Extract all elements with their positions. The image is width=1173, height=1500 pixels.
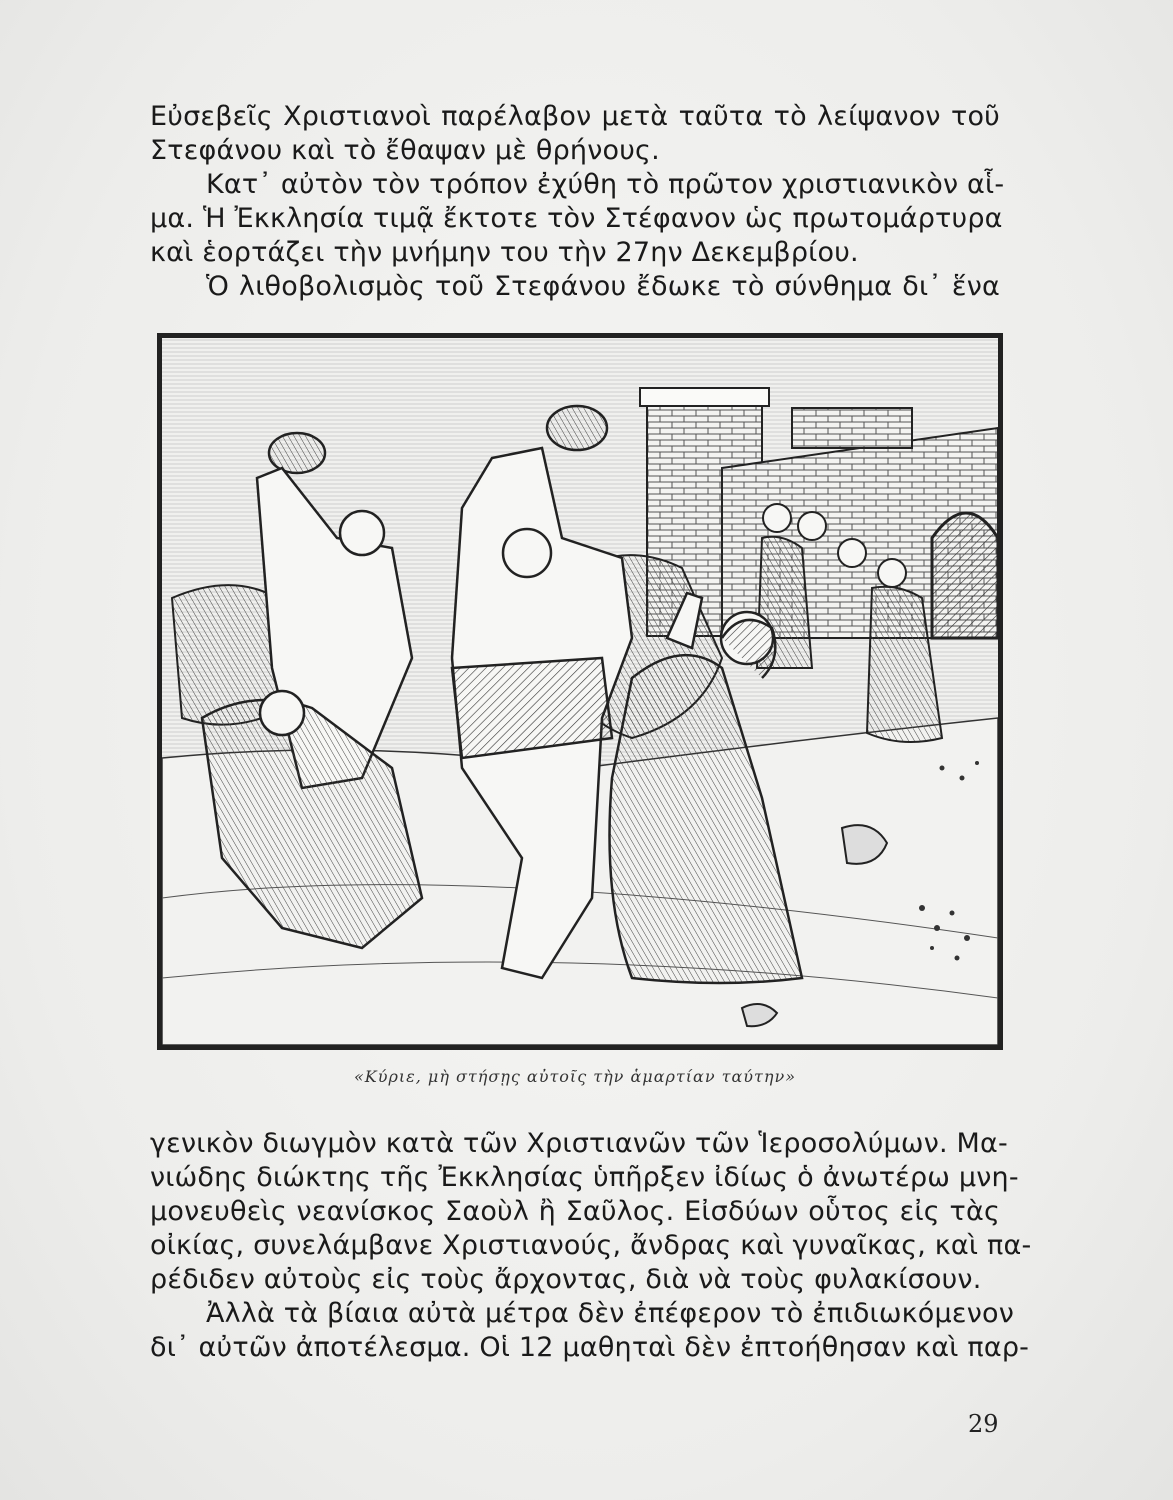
text-line: Εὐσεβεῖς Χριστιανοὶ παρέλαβον μετὰ ταῦτα τὸ λείψανον τοῦ	[150, 101, 1000, 132]
page-number: 29	[968, 1410, 999, 1438]
text-line: καὶ ἑορτάζει τὴν μνήμην του τὴν 27ην Δεκεμβρίου.	[150, 237, 859, 268]
text-line: μονευθεὶς νεανίσκος Σαοὺλ ἢ Σαῦλος. Εἰσδύων οὗτος εἰς τὰς	[150, 1196, 1000, 1227]
text-line: οἰκίας, συνελάμβανε Χριστιανούς, ἄνδρας καὶ γυναῖκας, καὶ πα-	[150, 1230, 1032, 1261]
text-line: Ὁ λιθοβολισμὸς τοῦ Στεφάνου ἔδωκε τὸ σύνθημα δι᾽ ἕνα	[206, 271, 1000, 302]
engraving-illustration	[162, 338, 998, 1045]
text-line: μα. Ἡ Ἐκκλησία τιμᾷ ἔκτοτε τὸν Στέφανον ὡς πρωτομάρτυρα	[150, 203, 1003, 234]
text-line: Στεφάνου καὶ τὸ ἔθαψαν μὲ θρήνους.	[150, 135, 660, 166]
top-text	[150, 100, 1005, 304]
text-line: Κατ᾽ αὐτὸν τὸν τρόπον ἐχύθη τὸ πρῶτον χριστιανικὸν αἷ-	[206, 169, 1005, 200]
text-line: Ἀλλὰ τὰ βίαια αὐτὰ μέτρα δὲν ἐπέφερον τὸ ἐπιδιωκόμενον	[206, 1298, 1014, 1329]
text-line: γενικὸν διωγμὸν κατὰ τῶν Χριστιανῶν τῶν Ἱεροσολύμων. Μα-	[150, 1128, 1008, 1159]
text-line: δι᾽ αὐτῶν ἀποτέλεσμα. Οἱ 12 μαθηταὶ δὲν ἐπτοήθησαν καὶ παρ-	[150, 1332, 1030, 1363]
text-line: ρέδιδεν αὐτοὺς εἰς τοὺς ἄρχοντας, διὰ νὰ τοὺς φυλακίσουν.	[150, 1264, 982, 1295]
figure-caption: «Κύριε, μὴ στήσῃς αὐτοῖς τὴν ἁμαρτίαν ταύτην»	[354, 1067, 796, 1086]
illustration-stoning-of-stephen	[157, 333, 1003, 1050]
bottom-text	[150, 1127, 1032, 1365]
text-line: νιώδης διώκτης τῆς Ἐκκλησίας ὑπῆρξεν ἰδίως ὁ ἀνωτέρω μνη-	[150, 1162, 1019, 1193]
